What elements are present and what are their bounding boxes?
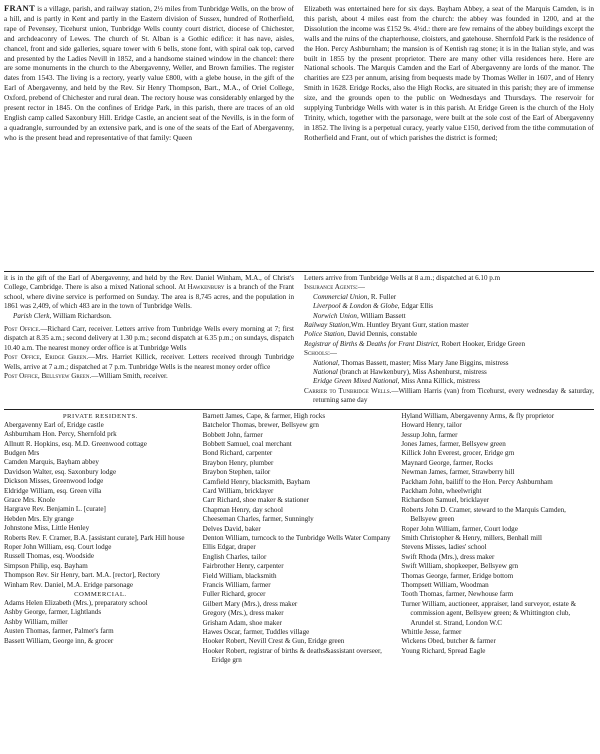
railway-station [304,321,594,330]
directory-entry: Bobbett John, farmer [202,430,263,439]
directory-entry: Abergavenny Earl of, Eridge castle [4,420,104,429]
insurance-agent: Edgar Ellis [401,302,434,311]
directory-entry: Bond Richard, carpenter [202,449,273,458]
registrar-text: Robert Hooker, Eridge Green [441,339,525,348]
directory-column-2 [203,412,396,666]
police-label: Police Station, [304,330,346,339]
school-name: National [313,368,338,377]
directory-entry: Field William, blacksmith [202,571,277,580]
directory-entry: Chapman Henry, day school [202,505,283,514]
commercial-list-2 [203,412,396,666]
directory-entry: Austen Thomas, farmer, Palmer's farm [4,627,114,636]
directory-entry: Grisham Adam, shoe maker [202,618,282,627]
post-office-frant-label: Post Office. [4,325,41,334]
directory-column-3 [401,412,594,666]
directory-entry: Ashby George, farmer, Lightlands [4,608,102,617]
parish-clerk [4,312,294,321]
insurance-item [304,293,594,302]
directory-entry: Maynard George, farmer, Rocks [401,458,493,467]
directory-entry: Hyland William, Abergavenny Arms, & fly proprietor [401,411,555,420]
directory-entry: Swift William, shopkeeper, Bellsyew grn [401,562,519,571]
directory-entry: Winham Rev. Daniel, M.A. Eridge parsonage [4,580,134,589]
private-residents-heading: PRIVATE RESIDENTS. [62,412,138,420]
frant-description [4,4,594,268]
directory-entry: Killick John Everest, grocer, Eridge grn [401,449,515,458]
school-staff: Thomas Bassett, master; Miss Mary Jane Biggins, mistress [341,358,509,367]
school-name: National, [313,358,340,367]
directory-entry: Grace Mrs. Knole [4,495,56,504]
schools-list [304,359,594,387]
directory-entry: Carr Richard, shoe maker & stationer [202,496,310,505]
directory-entry: Hargrave Rev. Benjamin L. [curate] [4,505,106,514]
commercial-heading: COMMERCIAL. [74,591,127,598]
school-staff: Miss Anna Killick, mistress [401,377,481,386]
directory-entry: Richardson Samuel, bricklayer [401,496,490,505]
parish-clerk-label: Parish Clerk, [13,311,52,320]
directory-entry: Swift Rhoda (Mrs.), dress maker [401,552,495,561]
directory-entry: Thompson Rev. Sir Henry, bart. M.A. [rector], Rectory [4,571,161,580]
section-divider [4,271,594,272]
residents-directory [4,412,594,666]
directory-entry: Ashburnham Hon. Percy, Shernfold prk [4,430,117,439]
directory-entry: Ellis Edgar, draper [202,543,256,552]
directory-entry: Russell Thomas, esq. Woodside [4,552,95,561]
directory-entry: Bassett William, George inn, & grocer [4,636,114,645]
directory-entry: Bobbett Samuel, coal merchant [202,439,292,448]
registrar [304,340,594,349]
carrier-label: Carrier to Tunbridge Wells. [304,386,392,395]
directory-entry: Roberts John D. Cramer, steward to the Marquis Camden, Bellsyew green [401,505,566,524]
directory-entry: Hooker Robert, Nevill Crest & Gun, Eridge green [202,637,345,646]
insurance-agent: R. Fuller [370,292,397,301]
school-item [304,377,594,386]
directory-entry: English Charles, tailor [202,552,267,561]
hawkenbury-name: Hawkenbury [187,283,225,292]
parish-clerk-name: William Richardson. [52,311,112,320]
commercial-list-3 [401,412,594,657]
directory-entry: Batchelor Thomas, brewer, Bellsyew grn [202,421,319,430]
intro-right-column [304,4,594,268]
directory-entry: Cheeseman Charles, farmer, Sunningly [202,515,314,524]
directory-entry: Braybon Henry, plumber [202,458,274,467]
insurance-agent: William Bassett [360,311,406,320]
directory-entry: Tooth Thomas, farmer, Newhouse farm [401,590,514,599]
post-office-frant [4,325,294,353]
directory-entry: Thompsett William, Woodman [401,581,489,589]
school-item [304,359,594,368]
directory-entry: Wickens Obed, butcher & farmer [401,637,496,646]
services-section [4,274,594,406]
directory-entry: Simpson Philip, esq. Bayham [4,561,88,570]
directory-entry: Camden Marquis, Bayham abbey [4,458,99,467]
directory-entry: Young Richard, Spread Eagle [401,646,486,655]
insurance-company: Norwich Union, [313,311,359,320]
directory-entry: Budgen Mrs [4,448,40,457]
directory-entry: Hawes Oscar, farmer, Tuddles village [202,628,310,637]
directory-entry: Roberts Rev. F. Cramer, B.A. [assistant curate], Park Hill house [4,533,185,542]
post-office-bellsyew [4,372,294,381]
directory-entry: Smith Christopher & Henry, millers, Benhall mill [401,533,542,542]
railway-text: Wm. Huntley Bryant Gurr, station master [350,321,469,330]
insurance-company: Liverpool & London & Globe, [313,302,400,311]
insurance-item [304,302,594,311]
insurance-item [304,312,594,321]
directory-entry: Gregory (Mrs.), dress maker [202,609,284,618]
school-name: Eridge Green Mixed National, [313,377,400,386]
directory-entry: Allnutt R. Hopkins, esq. M.D. Greenwood cottage [4,439,147,448]
directory-entry: Fairbrother Henry, carpenter [202,562,284,571]
directory-entry: Packham John, wheelwright [401,486,482,495]
directory-entry: Card William, bricklayer [202,486,274,495]
directory-entry: Ashby William, miller [4,617,68,626]
directory-entry: Eldridge William, esq. Green villa [4,486,102,495]
directory-entry: Delves David, baker [202,524,261,533]
parish-info [4,274,294,312]
post-office-bellsyew-label: Post Office, Bellsyew Green. [4,372,92,381]
insurance-heading: Insurance Agents:— [304,283,365,292]
directory-entry: Stevens Misses, ladies' school [401,543,487,552]
directory-entry: Davidson Walter, esq. Saxonbury lodge [4,467,117,476]
directory-entry: Adams Helen Elizabeth (Mrs.), preparatory school [4,599,148,607]
intro-left-column [4,4,294,268]
directory-entry: Newman James, farmer, Strawberry hill [401,468,515,477]
post-office-eridge [4,353,294,372]
directory-entry: Roper John William, esq. Court lodge [4,542,112,551]
school-staff: (branch at Hawkenbury), Miss Ashenhurst, mistress [339,368,487,377]
directory-entry: Turner William, auctioneer, appraiser, land surveyor, estate & commission agent, Bellsyew green; & Whittington club, Arundel st. Strand, London W.C [401,599,577,627]
directory-entry: Francis William, farmer [202,581,271,589]
bellsyew-letters: Letters arrive from Tunbridge Wells at 8 a.m.; dispatched at 6.10 p.m [304,274,501,282]
private-residents-list [4,412,197,646]
directory-entry: Hebden Mrs. Ely grange [4,514,74,523]
directory-entry: Jones James, farmer, Bellsyew green [401,439,506,448]
insurance-company: Commercial Union, [313,292,370,301]
directory-entry: Packham John, bailiff to the Hon. Percy Ashburnham [401,477,553,486]
directory-entry: Whittle Jesse, farmer [401,628,462,637]
directory-entry: Camfield Henry, blacksmith, Bayham [202,477,310,486]
intro-right-text: Elizabeth was entertained here for six days. Bayham Abbey, a seat of the Marquis Camden, is in this parish, about 4 miles east from the church: the abbey was founded in 1200, and at the Dissolution the income was £152 9s. 4½d.: there are few remains of the abbey buildings except the walls and the ruins of the chapterhouse, cloisters, and gatehouse. Shernfold Park is the residence of the Hon. Percy Ashburnham; the mansion is of Kentish rag stone; it is in the Italian style, and was built in 1855 by the present proprietor. There are many other villa residences here. Here are National schools. The Marquis Camden and the Earl of Abergavenny are lords of the manor. The charities are £23 per annum, arising from bequests made by Thomas Weller in 1607, and of Henry Smith in 1628. Eridge Rocks, also the High Rocks, are situated in this parish; they are of immense size, and the grounds open to the public on Wednesdays and Thursdays. The reservoir for supplying Tunbridge Wells with water is in this parish. At Eridge Green is the church of the Holy Trinity, which, together with the parsonage, were built at the sole cost of the Earl of Abergavenny in 1852. The living is a perpetual curacy, yearly value £150, derived from the tithe commutation of Rotherfield and Frant, out of which parishes the district is formed; [304,4,594,142]
directory-page [4,4,594,666]
services-left-column [4,274,294,406]
schools-heading: Schools:— [304,349,338,358]
directory-entry: Jessup John, farmer [401,430,458,439]
services-right-column [304,274,594,406]
post-office-eridge-text: —Mrs. Harriet Killick, receiver. Letters received through Tunbridge Wells, arrive at 7 a.m.; dispatched at 7 p.m. Tunbridge Wells is the nearest money order office [4,353,294,371]
parish-info-a: it is in the gift of the Earl of Abergavenny, and held by the Rev. Daniel Winham, M.A., of Christ's College, Cambridge. There is also a mixed National school. At [4,274,294,292]
directory-entry: Dickson Misses, Greenwood lodge [4,477,104,486]
railway-label: Railway Station, [304,321,351,330]
directory-entry: Gilbert Mary (Mrs.), dress maker [202,599,298,608]
insurance-list [304,293,594,321]
directory-column-1 [4,412,197,666]
carrier-text: —William Harris (van) from Ticehurst, every wednesday & saturday, returning same day [313,386,594,405]
intro-left-text: is a village, parish, and railway station, 2½ miles from Tunbridge Wells, on the brow of a hill, and is partly in Kent and partly in the Eastern division of Sussex, hundred of Rotherfield, rape of Pevensey, Ticehurst union, Tunbridge Wells county court district, diocese of Chichester, and archdeaconry of Lewes. The church of St. Alban is a Gothic edifice: it has nave, aisles, chancel, front and side galleries, square tower with 6 bells, stone font, with spiral oak top, carved and presented by the Ladies Nevill in 1852, and a handsome stained window in the chancel: there are some monuments in the church to the Abergavenny, Weller, and Brown families. The register dates from 1543. The living is a rectory, yearly value £800, with a glebe house, in the gift of the Earl of Abergavenny, and held by the Rev. Sir Henry Thompson, Bart., M.A., of Oriel College, Oxford, prebend of Chichester and rural dean. The rectory house was considerably enlarged by the present rector in 1845. On the confines of Eridge Park, in this parish, there are traces of an old English camp called Saxonbury Hill. Eridge Castle, an ancient seat of the Nevills, is in the form of a quadrangle, surrounded by an extensive park, and is one of the seats of the Earl of Abergavenny, who is the present head and representative of that family: Queen [4,4,294,142]
registrar-label: Registrar of Births & Deaths for Frant District, [304,339,440,348]
directory-entry: Denton William, turncock to the Tunbridge Wells Water Company [202,533,391,542]
post-office-frant-text: —Richard Carr, receiver. Letters arrive from Tunbridge Wells every morning at 7; first dispatch at 8.35 a.m.; second delivery at 1.30 p.m.; second dispatch at 6.35 p.m.; on sundays, dispatch 10.40 a.m. The nearest money order office is at Tunbridge Wells [4,325,294,352]
carrier [304,387,594,406]
directory-entry: Johnstone Miss, Little Henley [4,524,90,533]
post-office-bellsyew-text: —William Smith, receiver. [91,372,168,381]
school-item [304,368,594,377]
directory-divider [4,409,594,410]
parish-info-b: is a branch of the Frant school, where divine service is performed on Sunday. The area is 8,745 acres, and the population in 1861 was 2,409, of which 483 are in the town of Tunbridge Wells. [4,283,295,311]
directory-entry: Braybon Stephen, tailor [202,468,271,477]
post-office-eridge-label: Post Office, Eridge Green. [4,353,89,362]
directory-entry: Fuller Richard, grocer [202,590,266,599]
directory-entry: Howard Henry, tailor [401,421,462,430]
directory-entry: Barnett James, Cape, & farmer, High rocks [202,411,326,420]
directory-entry: Hooker Robert, registrar of births & deaths&assistant overseer, Eridge grn [202,646,382,665]
police-text: David Dennis, constable [347,330,418,339]
directory-entry: Thomas George, farmer, Eridge bottom [401,571,514,580]
intro-left-paragraph [4,4,294,143]
police-station [304,330,594,339]
directory-entry: Roper John William, farmer, Court lodge [401,524,518,533]
place-name: FRANT [4,4,36,13]
